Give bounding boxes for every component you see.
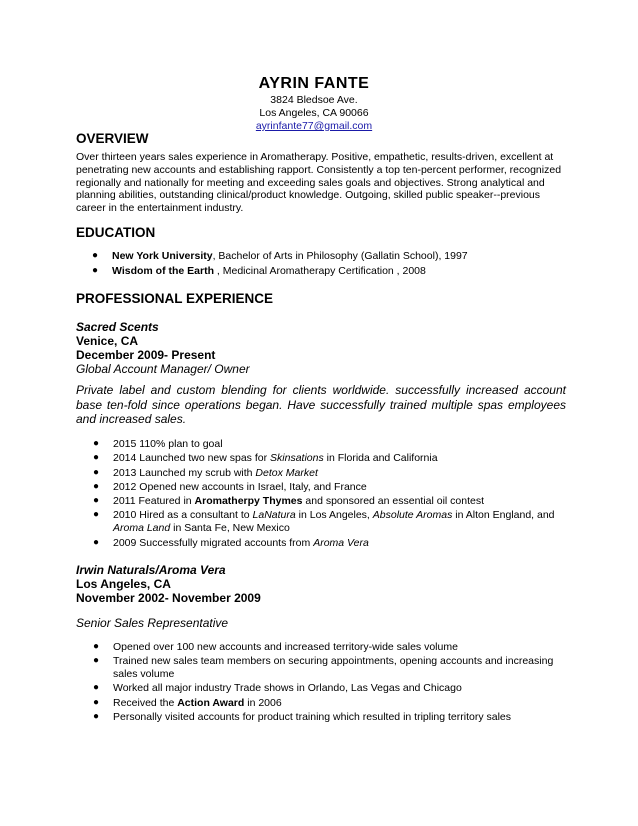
list-item: ● Opened over 100 new accounts and increased territory-wide sales volume	[93, 641, 458, 653]
experience-heading: PROFESSIONAL EXPERIENCE	[76, 291, 274, 306]
bullet-icon: ●	[93, 509, 100, 521]
bullet-icon: ●	[93, 480, 100, 492]
job-achievements-list	[93, 641, 568, 724]
list-item: ● 2010 Hired as a consultant to LaNatura in Los Angeles, Absolute Aromas in Alton England, and Aroma Land in Santa Fe, New Mexico	[93, 509, 555, 535]
resume-header	[249, 74, 379, 133]
job-dates: December 2009- Present	[76, 348, 216, 362]
bullet-icon: ●	[93, 710, 100, 722]
email-link[interactable]: ayrinfante77@gmail.com	[255, 120, 373, 132]
street-address: 3824 Bledsoe Ave.	[270, 94, 358, 106]
list-item: ● Personally visited accounts for product training which resulted in tripling territory sales	[93, 710, 512, 723]
education-heading: EDUCATION	[76, 225, 156, 240]
bullet-icon: ●	[93, 438, 100, 449]
list-item: ● 2012 Opened new accounts in Israel, Italy, and France	[93, 480, 367, 493]
bullet-icon: ●	[92, 264, 99, 276]
list-item: ● 2013 Launched my scrub with Detox Market	[93, 466, 318, 479]
bullet-icon: ●	[93, 452, 100, 464]
list-item: ● 2011 Featured in Aromatherpy Thymes and sponsored an essential oil contest	[93, 495, 485, 508]
job-role: Global Account Manager/ Owner	[76, 362, 250, 376]
bullet-icon: ●	[93, 682, 100, 694]
list-item: ● Worked all major industry Trade shows in Orlando, Las Vegas and Chicago	[93, 682, 462, 695]
company-location: Venice, CA	[76, 334, 139, 348]
list-item: ● Wisdom of the Earth , Medicinal Aromatherapy Certification , 2008	[92, 264, 426, 277]
list-item: ● New York University, Bachelor of Arts in Philosophy (Gallatin School), 1997	[92, 250, 468, 262]
company-name: Irwin Naturals/Aroma Vera	[76, 563, 226, 577]
bullet-icon: ●	[92, 250, 99, 261]
list-item: ● Received the Action Award in 2006	[93, 696, 282, 709]
company-location: Los Angeles, CA	[76, 577, 171, 591]
company-name: Sacred Scents	[76, 320, 159, 334]
bullet-icon: ●	[93, 536, 100, 548]
bullet-icon: ●	[93, 696, 100, 708]
education-list	[92, 250, 572, 278]
bullet-icon: ●	[93, 495, 100, 507]
candidate-name: AYRIN FANTE	[258, 75, 370, 92]
job-achievements-list	[93, 438, 568, 549]
overview-heading: OVERVIEW	[76, 131, 149, 146]
list-item: ● 2009 Successfully migrated accounts from Aroma Vera	[93, 536, 369, 549]
bullet-icon: ●	[93, 655, 100, 667]
list-item: ● Trained new sales team members on securing appointments, opening accounts and increasing sales volume	[93, 655, 554, 681]
job-dates: November 2002- November 2009	[76, 591, 261, 605]
city-state-zip: Los Angeles, CA 90066	[259, 107, 369, 119]
job-role: Senior Sales Representative	[76, 616, 229, 630]
job-description: Private label and custom blending for clients worldwide. successfully increased account base ten-fold since operations began. Have successfully trained multiple spas employees and increased sales.	[76, 383, 566, 426]
list-item: ● 2015 110% plan to goal	[93, 438, 223, 450]
overview-text: Over thirteen years sales experience in Aromatherapy. Positive, empathetic, results-driven, excellent at penetrating new accounts and establishing rapport. Consistently a top ten-percent performer, recognized regionally and nationally for meeting and exceeding sales goals and objectives. Strong analytical and planning abilities, outstanding clinical/product knowledge. Outgoing, skilled public speaker--previous career in the entertainment industry.	[76, 151, 562, 215]
bullet-icon: ●	[93, 641, 100, 652]
list-item: ● 2014 Launched two new spas for Skinsations in Florida and California	[93, 452, 438, 465]
bullet-icon: ●	[93, 466, 100, 478]
